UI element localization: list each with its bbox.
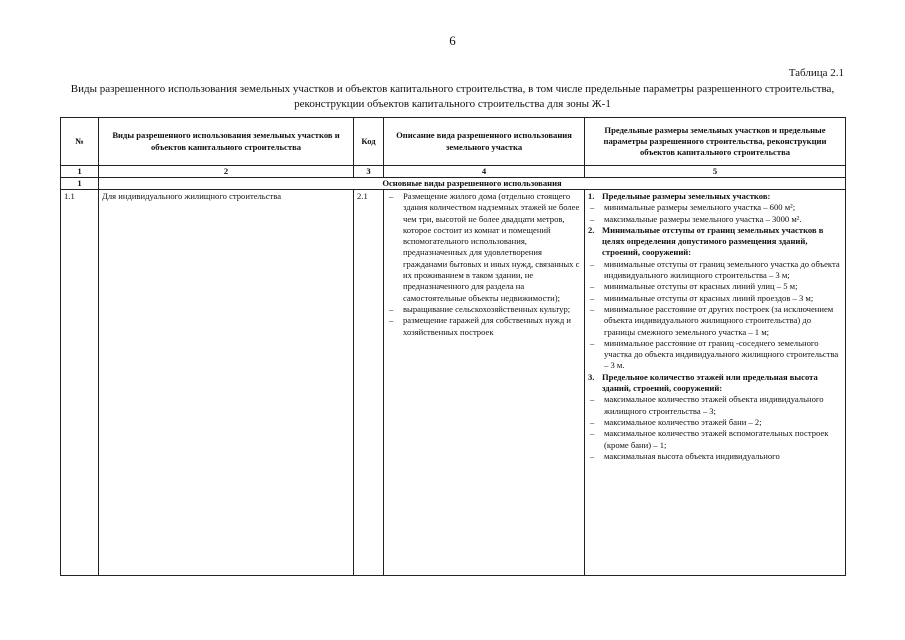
table-caption: Виды разрешенного использования земельных участков и объектов капитального строительства, в том числе предельные параметры разрешенного строительства, реконструкции объектов капитального строительства для зоны Ж-1 [70, 83, 835, 110]
header-use-type: Виды разрешенного использования земельных участков и объектов капитального строительства [99, 118, 354, 166]
header-code: Код [354, 118, 384, 166]
column-number: 2 [99, 166, 354, 178]
parameter-item: – максимальные размеры земельного участка – 3000 м². [588, 214, 842, 225]
header-description: Описание вида разрешенного использования земельного участка [384, 118, 585, 166]
description-item: – выращивание сельскохозяйственных культур; [387, 304, 581, 315]
group-number: 1 [61, 178, 99, 190]
page-number: 6 [449, 33, 456, 48]
parameter-section-text: Минимальные отступы от границ земельных участков в целях определения допустимого размещения зданий, строений, сооружений: [602, 224, 824, 258]
parameter-items [588, 259, 842, 372]
row-parameters [585, 190, 846, 576]
column-number-row [61, 166, 846, 178]
row-number: 1.1 [61, 190, 99, 576]
parameter-item: – максимальное количество этажей бани – 2; [588, 417, 842, 428]
column-number: 1 [61, 166, 99, 178]
parameter-section-number: 1. [588, 191, 595, 201]
row-description [384, 190, 585, 576]
parameter-section-title [588, 225, 842, 259]
description-item: – размещение гаражей для собственных нужд и хозяйственных построек [387, 315, 581, 338]
header-row [61, 118, 846, 166]
parameter-item: – минимальное расстояние от других построек (за исключением объекта индивидуального жилищного строительства) до границы смежного земельного участка – 1 м; [588, 304, 842, 338]
group-row [61, 178, 846, 190]
parameter-items [588, 202, 842, 225]
parameter-item: – минимальное расстояние от границ -соседнего земельного участка до объекта индивидуального жилищного строительства – 3 м. [588, 338, 842, 372]
parameter-item: – минимальные отступы от красных линий улиц – 5 м; [588, 281, 842, 292]
column-number: 4 [384, 166, 585, 178]
parameter-item: – максимальное количество этажей вспомогательных построек (кроме бани) – 1; [588, 428, 842, 451]
parameter-item: – минимальные отступы от границ земельного участка до объекта индивидуального жилищного строительства – 3 м; [588, 259, 842, 282]
row-use-type: Для индивидуального жилищного строительства [99, 190, 354, 576]
column-number: 3 [354, 166, 384, 178]
parameters-list [588, 191, 842, 574]
zoning-table [60, 117, 846, 576]
table-label: Таблица 2.1 [788, 67, 844, 79]
description-list [387, 191, 581, 338]
parameter-section-text: Предельное количество этажей или предельная высота зданий, строений, сооружений: [602, 371, 818, 394]
parameter-item: – максимальное количество этажей объекта индивидуального жилищного строительства – 3; [588, 394, 842, 417]
table-row [61, 190, 846, 576]
parameter-section-text: Предельные размеры земельных участков: [602, 191, 771, 201]
column-number: 5 [585, 166, 846, 178]
description-item: – Размещение жилого дома (отдельно стоящего здания количеством надземных этажей не более чем три, высотой не более двадцати метров, которое состоит из комнат и помещений вспомогательного использования, предназначенных для удовлетворения гражданами бытовых и иных нужд, связанных с их проживанием в таком здании, не предназначенного для раздела на самостоятельные объекты недвижимости); [387, 191, 581, 304]
parameter-section-number: 3. [588, 371, 595, 382]
group-title: Основные виды разрешенного использования [99, 178, 846, 190]
parameter-item: – максимальная высота объекта индивидуального [588, 451, 842, 462]
header-number: № [61, 118, 99, 166]
row-code: 2.1 [354, 190, 384, 576]
parameter-section-title [588, 191, 842, 202]
parameter-section-number: 2. [588, 224, 595, 235]
parameter-items [588, 394, 842, 462]
parameter-item: – минимальные размеры земельного участка – 600 м²; [588, 202, 842, 213]
parameter-section-title [588, 372, 842, 395]
parameter-item: – минимальные отступы от красных линий проездов – 3 м; [588, 293, 842, 304]
header-parameters: Предельные размеры земельных участков и предельные параметры разрешенного строительства, реконструкции объектов капитального строительства [585, 118, 846, 166]
